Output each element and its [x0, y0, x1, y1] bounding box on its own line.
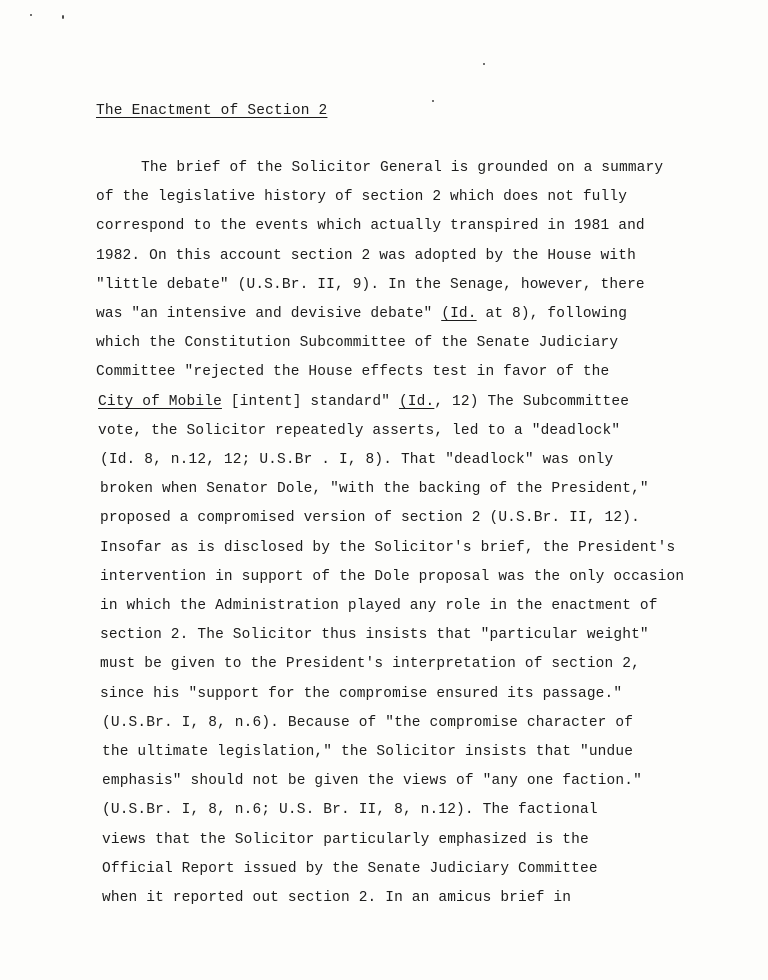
- text-line: [96, 189, 627, 205]
- text-run: was "an intensive and devisive debate": [96, 306, 442, 322]
- text-line: [98, 394, 629, 410]
- text-run: in which the Administration played any role in the enactment of: [100, 598, 658, 614]
- text-run: "little debate" (U.S.Br. II, 9). In the Senage, however, there: [96, 276, 645, 293]
- text-run: Insofar as is disclosed by the Solicitor's brief, the President's: [100, 539, 676, 556]
- text-line: [96, 364, 609, 380]
- text-run: must be given to the President's interpretation of section 2,: [100, 656, 640, 673]
- scan-speck: [62, 15, 64, 19]
- text-run: (U.S.Br. I, 8, n.6). Because of "the compromise character of: [102, 714, 634, 731]
- text-run: proposed a compromised version of section 2 (U.S.Br. II, 12).: [100, 510, 640, 527]
- text-run: since his "support for the compromise ensured its passage.": [100, 685, 623, 702]
- text-line: [100, 452, 613, 468]
- text-run: intervention in support of the Dole proposal was the only occasion: [100, 568, 685, 585]
- underlined-citation: (Id.: [441, 306, 477, 322]
- text-run: [intent] standard": [221, 393, 399, 410]
- text-line: [96, 218, 645, 234]
- text-line: [102, 715, 633, 731]
- text-line: [100, 540, 675, 556]
- text-line: [96, 335, 618, 351]
- text-line: [102, 861, 598, 877]
- text-line: [98, 423, 620, 439]
- text-run: (U.S.Br. I, 8, n.6; U.S. Br. II, 8, n.12). The factional: [102, 802, 598, 819]
- text-run: Committee "rejected the House effects test in favor of the: [96, 364, 610, 381]
- text-line: [100, 569, 684, 585]
- text-line: [96, 248, 636, 264]
- text-line: [141, 160, 663, 176]
- text-line: [102, 832, 589, 848]
- text-run: the ultimate legislation," the Solicitor insists that "undue: [102, 744, 634, 760]
- text-run: section 2. The Solicitor thus insists that "particular weight": [100, 627, 649, 644]
- text-line: [100, 686, 622, 702]
- underlined-citation: (Id.: [398, 393, 435, 410]
- text-run: correspond to the events which actually transpired in 1981 and: [96, 218, 645, 235]
- text-run: broken when Senator Dole, "with the backing of the President,": [100, 481, 649, 498]
- text-run: Official Report issued by the Senate Judiciary Committee: [102, 860, 598, 877]
- text-run: of the legislative history of section 2 which does not fully: [96, 189, 628, 206]
- text-line: [96, 306, 627, 322]
- text-run: when it reported out section 2. In an amicus brief in: [102, 890, 572, 906]
- text-line: [100, 656, 640, 672]
- underlined-citation: City of Mobile: [98, 393, 222, 410]
- scan-speck: [483, 63, 485, 65]
- scan-speck: [30, 14, 32, 16]
- text-run: The brief of the Solicitor General is grounded on a summary: [141, 160, 664, 176]
- text-run: at 8), following: [476, 306, 628, 322]
- text-line: [102, 802, 598, 818]
- text-line: [102, 744, 633, 760]
- text-line: [100, 627, 649, 643]
- text-run: which the Constitution Subcommittee of the Senate Judiciary: [96, 335, 619, 352]
- text-run: (Id. 8, n.12, 12; U.S.Br . I, 8). That "deadlock" was only: [100, 452, 614, 468]
- text-line: [100, 598, 658, 614]
- text-line: [102, 890, 571, 906]
- scan-speck: [432, 100, 434, 102]
- text-run: emphasis" should not be given the views of "any one faction.": [102, 773, 642, 790]
- text-line: [100, 481, 649, 497]
- text-run: , 12) The Subcommittee: [434, 393, 630, 410]
- text-run: 1982. On this account section 2 was adopted by the House with: [96, 247, 636, 264]
- text-line: [100, 510, 640, 526]
- text-line: [96, 277, 645, 293]
- text-run: views that the Solicitor particularly emphasized is the: [102, 831, 589, 848]
- section-heading: The Enactment of Section 2: [96, 103, 328, 119]
- text-run: vote, the Solicitor repeatedly asserts, led to a "deadlock": [98, 422, 621, 439]
- text-line: [102, 773, 642, 789]
